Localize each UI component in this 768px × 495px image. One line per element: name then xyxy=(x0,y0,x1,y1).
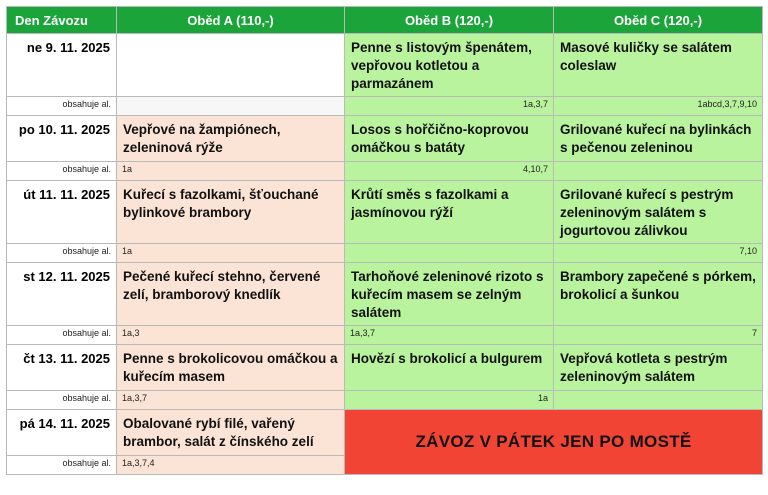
day-row xyxy=(7,345,763,391)
header-lunch-a: Oběd A (110,-) xyxy=(117,7,345,34)
allergen-label: obsahuje al. xyxy=(7,391,117,410)
meal-b: Penne s listovým špenátem, vepřovou kotletou a parmazánem xyxy=(345,34,554,97)
allergen-label: obsahuje al. xyxy=(7,97,117,116)
allergens-b xyxy=(345,244,554,263)
allergens-a: 1a xyxy=(117,162,345,181)
allergens-c: 7,10 xyxy=(554,244,763,263)
allergen-label: obsahuje al. xyxy=(7,162,117,181)
lunch-menu-table xyxy=(6,6,763,475)
day-row xyxy=(7,181,763,244)
meal-b: Hovězí s brokolicí a bulgurem xyxy=(345,345,554,391)
meal-c: Grilované kuřecí s pestrým zeleninovým salátem s jogurtovou zálivkou xyxy=(554,181,763,244)
allergen-row xyxy=(7,162,763,181)
allergen-row xyxy=(7,244,763,263)
meal-c: Masové kuličky se salátem coleslaw xyxy=(554,34,763,97)
meal-a xyxy=(117,34,345,97)
delivery-date: pá 14. 11. 2025 xyxy=(7,410,117,456)
meal-b: Tarhoňové zeleninové rizoto s kuřecím masem se zelným salátem xyxy=(345,263,554,326)
allergens-a: 1a xyxy=(117,244,345,263)
day-row xyxy=(7,410,763,456)
day-row xyxy=(7,263,763,326)
allergens-c: 7 xyxy=(554,326,763,345)
delivery-date: ne 9. 11. 2025 xyxy=(7,34,117,97)
header-date: Den Závozu xyxy=(7,7,117,34)
allergen-label: obsahuje al. xyxy=(7,456,117,475)
allergens-a: 1a,3,7,4 xyxy=(117,456,345,475)
meal-a: Kuřecí s fazolkami, šťouchané bylinkové brambory xyxy=(117,181,345,244)
allergens-a xyxy=(117,97,345,116)
meal-b: Losos s hořčično-koprovou omáčkou s batáty xyxy=(345,116,554,162)
allergen-row xyxy=(7,391,763,410)
allergen-row xyxy=(7,326,763,345)
header-lunch-b: Oběd B (120,-) xyxy=(345,7,554,34)
day-row xyxy=(7,34,763,97)
allergens-a: 1a,3,7 xyxy=(117,391,345,410)
allergen-label: obsahuje al. xyxy=(7,244,117,263)
delivery-date: čt 13. 11. 2025 xyxy=(7,345,117,391)
header-lunch-c: Oběd C (120,-) xyxy=(554,7,763,34)
allergens-c xyxy=(554,162,763,181)
meal-a: Vepřové na žampiónech, zeleninová rýže xyxy=(117,116,345,162)
header-row xyxy=(7,7,763,34)
meal-b: Krůtí směs s fazolkami a jasmínovou rýží xyxy=(345,181,554,244)
allergens-a: 1a,3 xyxy=(117,326,345,345)
allergens-c xyxy=(554,391,763,410)
meal-c: Vepřová kotleta s pestrým zeleninovým salátem xyxy=(554,345,763,391)
allergens-b: 1a,3,7 xyxy=(345,97,554,116)
day-row xyxy=(7,116,763,162)
allergen-label: obsahuje al. xyxy=(7,326,117,345)
allergens-b: 4,10,7 xyxy=(345,162,554,181)
allergens-c: 1abcd,3,7,9,10 xyxy=(554,97,763,116)
meal-a: Pečené kuřecí stehno, červené zelí, bramborový knedlík xyxy=(117,263,345,326)
meal-a: Obalované rybí filé, vařený brambor, salát z čínského zelí xyxy=(117,410,345,456)
delivery-date: st 12. 11. 2025 xyxy=(7,263,117,326)
allergen-row xyxy=(7,97,763,116)
friday-delivery-notice: ZÁVOZ V PÁTEK JEN PO MOSTĚ xyxy=(345,410,763,475)
allergens-b: 1a,3,7 xyxy=(345,326,554,345)
delivery-date: po 10. 11. 2025 xyxy=(7,116,117,162)
meal-c: Brambory zapečené s pórkem, brokolicí a šunkou xyxy=(554,263,763,326)
meal-a: Penne s brokolicovou omáčkou a kuřecím masem xyxy=(117,345,345,391)
allergens-b: 1a xyxy=(345,391,554,410)
delivery-date: út 11. 11. 2025 xyxy=(7,181,117,244)
meal-c: Grilované kuřecí na bylinkách s pečenou zeleninou xyxy=(554,116,763,162)
